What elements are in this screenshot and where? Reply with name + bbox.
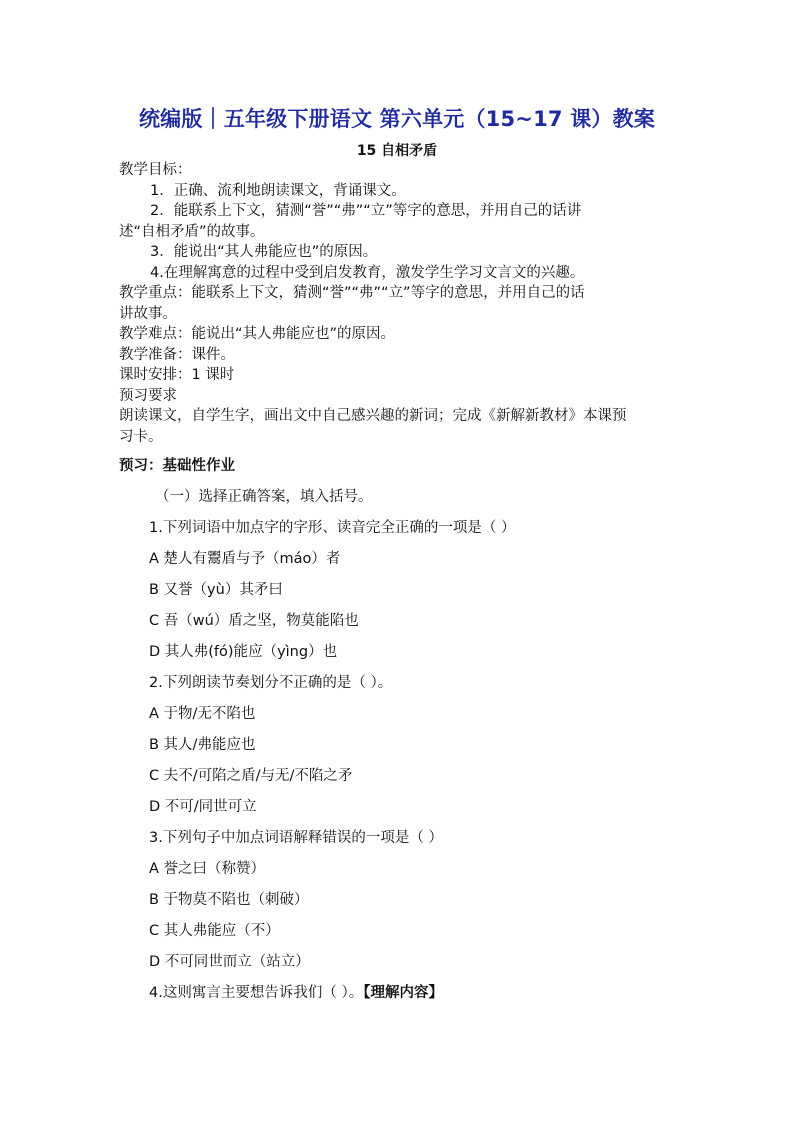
preview-text-continued: 习卡。 — [119, 428, 163, 445]
question-1-option-b: B 又誉（yù）其矛曰 — [149, 582, 283, 598]
document-title: 统编版｜五年级下册语文 第六单元（15~17 课）教案 — [138, 107, 656, 131]
lesson-plan-body — [119, 160, 681, 477]
goal-item: 3．能说出“其人弗能应也”的原因。 — [150, 244, 378, 260]
question-3-option-a: A 誉之曰（称赞） — [149, 861, 266, 877]
question-4-text: 4.这则寓言主要想告诉我们（ ）。 — [149, 985, 364, 1001]
question-list — [119, 486, 681, 1013]
goals-label: 教学目标： — [119, 162, 192, 178]
goal-item: 4.在理解寓意的过程中受到启发教育，激发学生学习文言文的兴趣。 — [150, 264, 585, 281]
question-1-option-a: A 楚人有鬻盾与予（máo）者 — [149, 551, 341, 567]
schedule: 课时安排：1 课时 — [119, 367, 235, 383]
question-1: 1.下列词语中加点字的字形、读音完全正确的一项是（ ） — [149, 520, 516, 536]
preparation: 教学准备：课件。 — [119, 346, 235, 363]
question-2-option-a: A 于物/无不陷也 — [149, 706, 256, 722]
difficulty: 教学难点：能说出“其人弗能应也”的原因。 — [119, 326, 396, 342]
key-points-continued: 讲故事。 — [119, 305, 177, 322]
preview-heading: 预习：基础性作业 — [119, 458, 235, 474]
preview-text: 朗读课文，自学生字，画出文中自己感兴趣的新词；完成《新解新教材》本课预 — [119, 408, 627, 424]
goal-item: 1．正确、流利地朗读课文，背诵课文。 — [150, 182, 406, 199]
question-4-tag: 【理解内容】 — [363, 985, 443, 1001]
key-points: 教学重点：能联系上下文，猜测“誉”“弗”“立”等字的意思，并用自己的话 — [119, 285, 585, 301]
question-4 — [119, 982, 681, 1013]
question-2-option-d: D 不可/同世可立 — [149, 799, 257, 815]
goal-item-continued: 述“自相矛盾”的故事。 — [119, 223, 265, 240]
question-2-option-b: B 其人/弗能应也 — [149, 737, 256, 753]
question-2-option-c: C 夫不/可陷之盾/与无/不陷之矛 — [149, 768, 353, 784]
question-2: 2.下列朗读节奏划分不正确的是（ ）。 — [149, 675, 393, 691]
question-3-option-c: C 其人弗能应（不） — [149, 923, 280, 939]
question-1-option-c: C 吾（wú）盾之坚，物莫能陷也 — [149, 613, 359, 629]
goal-item: 2．能联系上下文，猜测“誉”“弗”“立”等字的意思，并用自己的话讲 — [150, 203, 582, 219]
question-3-option-b: B 于物莫不陷也（刺破） — [149, 892, 309, 908]
lesson-title: 15 自相矛盾 — [356, 143, 438, 159]
section-instruction: （一）选择正确答案，填入括号。 — [155, 489, 373, 505]
question-3: 3.下列句子中加点词语解释错误的一项是（ ） — [149, 830, 443, 846]
question-1-option-d: D 其人弗(fó)能应（yìng）也 — [149, 644, 338, 660]
question-3-option-d: D 不可同世而立（站立） — [149, 954, 310, 970]
preview-requirement-label: 预习要求 — [119, 387, 177, 404]
